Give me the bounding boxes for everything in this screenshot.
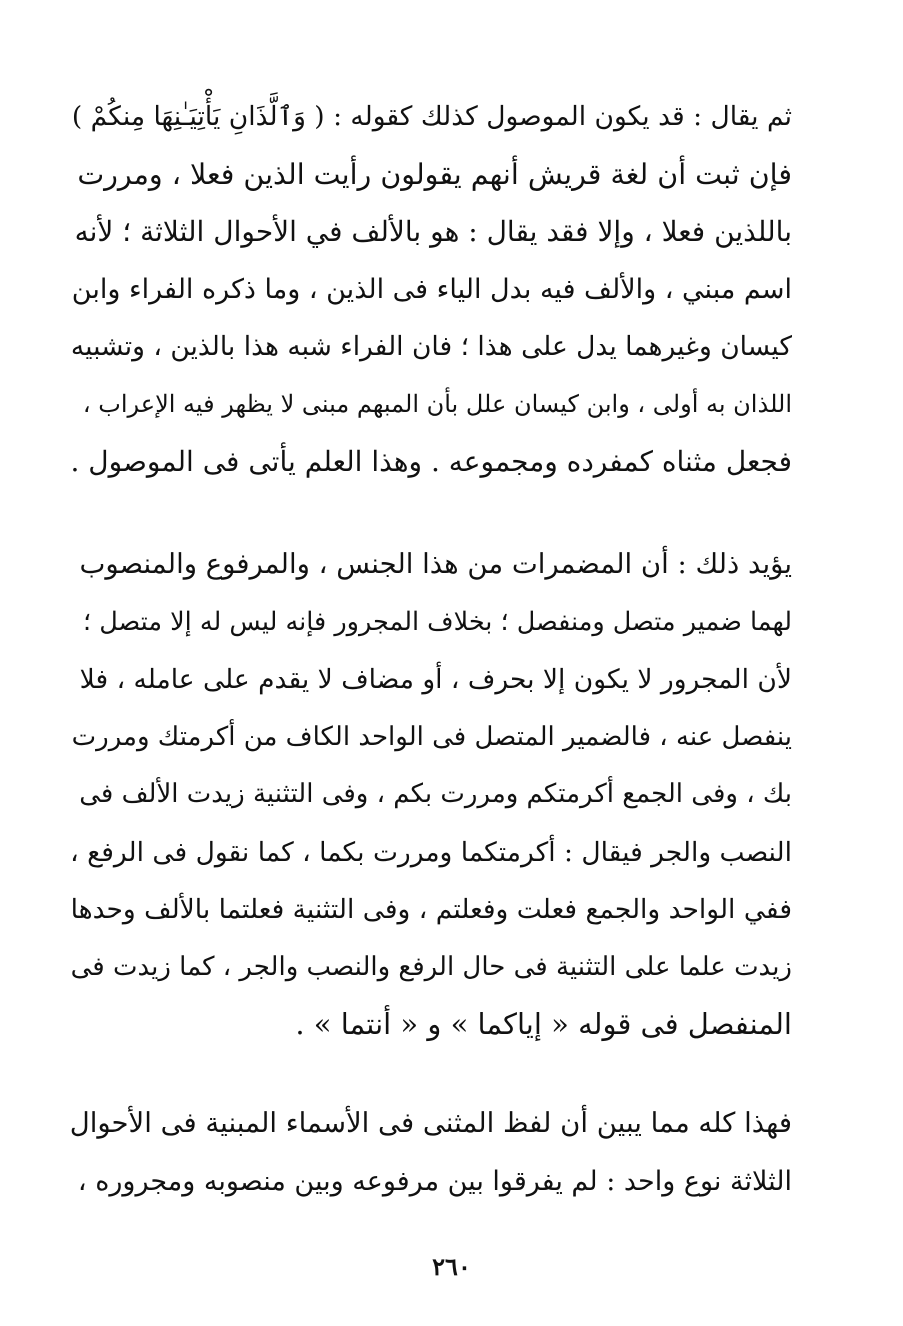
text-line: لأن المجرور لا يكون إلا بحرف ، أو مضاف لا يقدم على عامله ، فلا	[79, 664, 792, 695]
text-line: المنفصل فى قوله « إياكما » و « أنتما » .	[295, 1007, 792, 1041]
text-line: اللذان به أولى ، وابن كيسان علل بأن المبهم مبنى لا يظهر فيه الإعراب ،	[82, 389, 792, 418]
text-line: ثم يقال : قد يكون الموصول كذلك كقوله : ( وَٱلَّذَانِ يَأْتِيَـٰنِهَا مِنكُمْ )	[71, 101, 792, 132]
text-line: زيدت علما على التثنية فى حال الرفع والنصب والجر ، كما زيدت فى	[70, 951, 792, 982]
text-line: فجعل مثناه كمفرده ومجموعه . وهذا العلم يأتى فى الموصول .	[70, 445, 792, 478]
text-line: باللذين فعلا ، وإلا فقد يقال : هو بالألف في الأحوال الثلاثة ؛ لأنه	[74, 215, 792, 248]
text-line: كيسان وغيرهما يدل على هذا ؛ فان الفراء شبه هذا بالذين ، وتشبيه	[70, 331, 792, 362]
text-line: فهذا كله مما يبين أن لفظ المثنى فى الأسماء المبنية فى الأحوال	[70, 1107, 792, 1139]
text-line: يؤيد ذلك : أن المضمرات من هذا الجنس ، والمرفوع والمنصوب	[79, 548, 792, 580]
text-line: بك ، وفى الجمع أكرمتكم ومررت بكم ، وفى التثنية زيدت الألف فى	[79, 779, 792, 809]
paragraph-1	[70, 88, 792, 491]
text-line: ففي الواحد والجمع فعلت وفعلتم ، وفى التثنية فعلتما بالألف وحدها	[70, 894, 792, 925]
text-line: الثلاثة نوع واحد : لم يفرقوا بين مرفوعه وبين منصوبه ومجروره ،	[77, 1165, 792, 1197]
text-line: لهما ضمير متصل ومنفصل ؛ بخلاف المجرور فإنه ليس له إلا متصل ؛	[83, 606, 792, 637]
paragraph-3	[70, 1095, 792, 1210]
text-line: النصب والجر فيقال : أكرمتكما ومررت بكما ، كما نقول فى الرفع ،	[70, 836, 792, 868]
paragraph-2	[70, 536, 792, 1054]
text-line: اسم مبني ، والألف فيه بدل الياء فى الذين ، وما ذكره الفراء وابن	[71, 273, 792, 305]
text-line: فإن ثبت أن لغة قريش أنهم يقولون رأيت الذين فعلا ، ومررت	[77, 157, 792, 191]
text-line: ينفصل عنه ، فالضمير المتصل فى الواحد الكاف من أكرمتك ومررت	[71, 721, 792, 752]
page-number: ٢٦٠	[432, 1252, 471, 1281]
